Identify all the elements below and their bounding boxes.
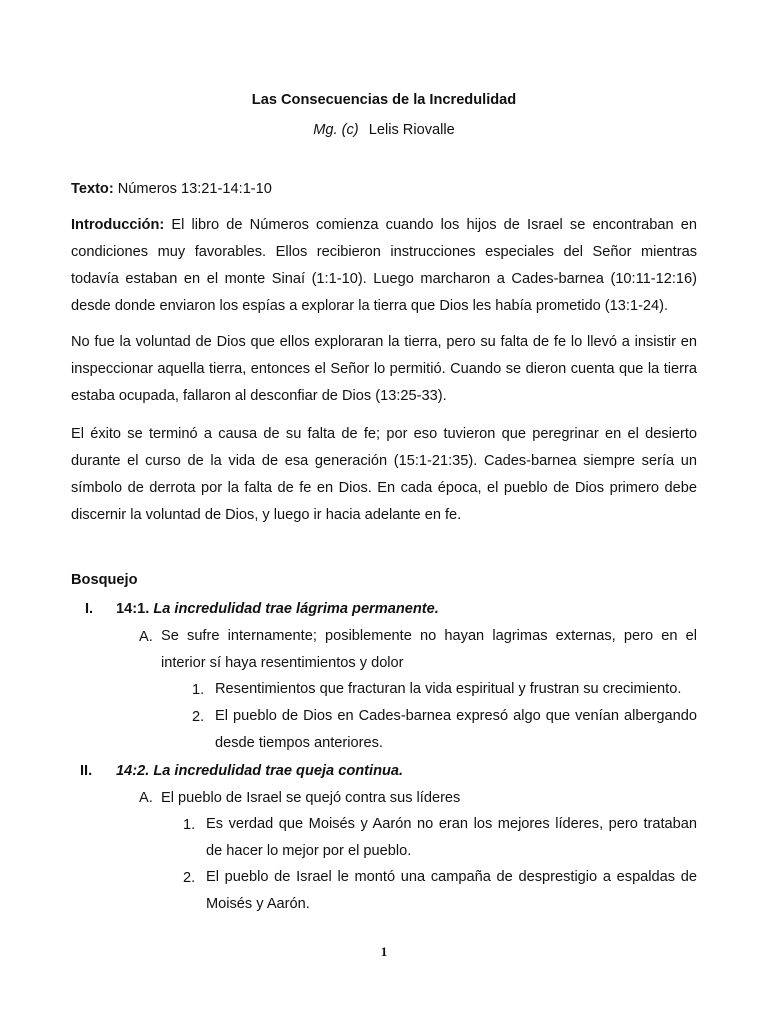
- subpoint-text: El pueblo de Israel se quejó contra sus líderes: [161, 790, 461, 806]
- author-line: [0, 122, 768, 138]
- list-item-text: Resentimientos que fracturan la vida espiritual y frustran su crecimiento.: [215, 681, 682, 697]
- section-ref: 14:1.: [116, 601, 150, 617]
- paragraph-1: No fue la voluntad de Dios que ellos exploraran la tierra, pero su falta de fe lo llevó a insistir en inspeccionar aquella tierra, entonces el Señor lo permitió. Cuando se dieron cuenta que la tierra estaba ocupada, fallaron al desconfiar de Dios (13:25-33).: [71, 334, 697, 404]
- section-title: La incredulidad trae lágrima permanente.: [153, 601, 439, 617]
- texto-label: Texto:: [71, 181, 114, 197]
- author-degree: Mg. (c): [313, 122, 359, 138]
- texto-value: Números 13:21-14:1-10: [117, 181, 272, 197]
- page-number: 1: [380, 944, 388, 959]
- list-item-text: Es verdad que Moisés y Aarón no eran los mejores líderes, pero trataban de hacer lo mejor por el pueblo.: [206, 816, 697, 859]
- document-title: Las Consecuencias de la Incredulidad: [251, 92, 517, 108]
- list-item-marker: 2.: [192, 709, 205, 725]
- paragraph-2: El éxito se terminó a causa de su falta de fe; por eso tuvieron que peregrinar en el desierto durante el curso de la vida de esa generación (15:1-21:35). Cades-barnea siempre sería un símbolo de derrota por la falta de fe en Dios. En cada época, el pueblo de Dios primero debe discernir la voluntad de Dios, y luego ir hacia adelante en fe.: [71, 426, 697, 523]
- section-numeral: II.: [80, 763, 93, 779]
- author-name: Lelis Riovalle: [368, 122, 455, 138]
- outline-heading: Bosquejo: [71, 572, 138, 588]
- section-heading: [116, 601, 439, 617]
- intro-paragraph: [71, 212, 697, 320]
- section-title: La incredulidad trae queja continua.: [153, 763, 404, 779]
- subpoint-text: Se sufre internamente; posiblemente no hayan lagrimas externas, pero en el interior sí haya resentimientos y dolor: [161, 628, 697, 671]
- subpoint-marker: A.: [139, 629, 153, 645]
- section-numeral: I.: [85, 601, 94, 617]
- texto-line: [71, 181, 272, 197]
- section-ref: 14:2.: [116, 763, 150, 779]
- list-item-marker: 1.: [192, 682, 205, 698]
- intro-text: El libro de Números comienza cuando los hijos de Israel se encontraban en condiciones muy favorables. Ellos recibieron instrucciones especiales del Señor mientras todavía estaban en el monte Sinaí (1:1-10). Luego marcharon a Cades-barnea (10:11-12:16) desde donde enviaron los espías a explorar la tierra que Dios les había prometido (13:1-24).: [71, 217, 698, 314]
- list-item-marker: 1.: [183, 817, 196, 833]
- list-item-text: El pueblo de Israel le montó una campaña de desprestigio a espaldas de Moisés y Aarón.: [206, 869, 697, 912]
- list-item-marker: 2.: [183, 870, 196, 886]
- section-heading: [116, 763, 403, 779]
- subpoint-marker: A.: [139, 790, 153, 806]
- intro-label: Introducción:: [71, 217, 165, 233]
- list-item-text: El pueblo de Dios en Cades-barnea expresó algo que venían albergando desde tiempos anteriores.: [215, 708, 697, 751]
